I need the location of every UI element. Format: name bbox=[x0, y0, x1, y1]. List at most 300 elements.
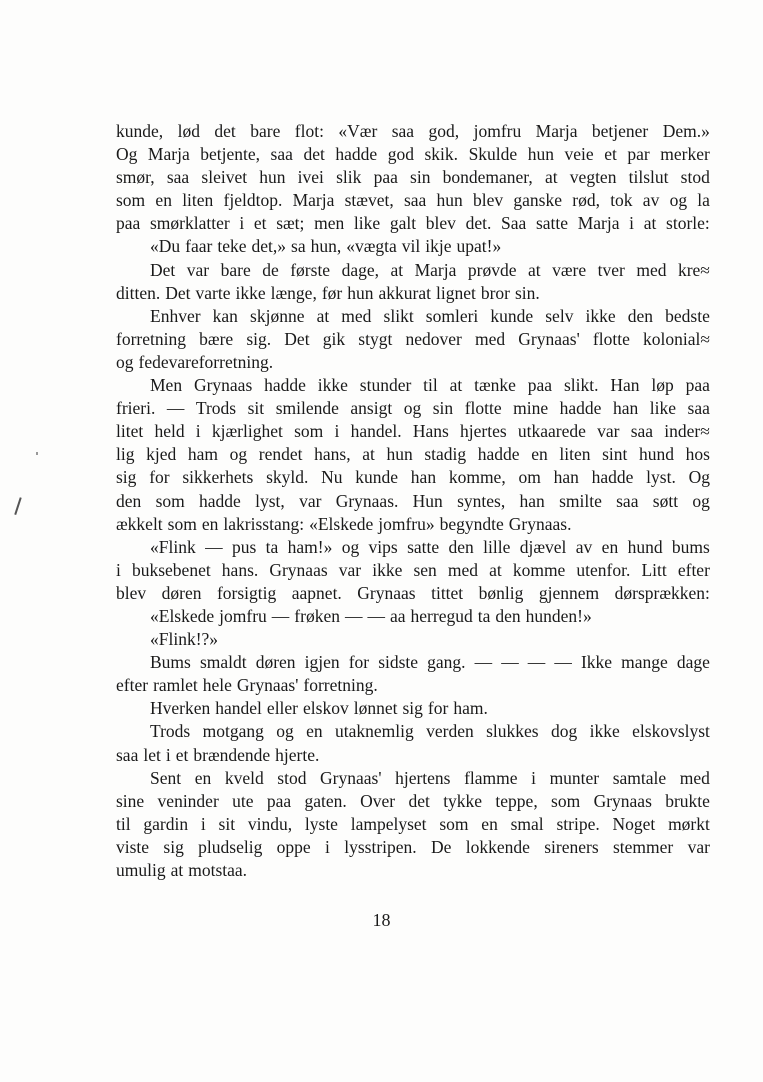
word: handel bbox=[215, 698, 262, 719]
word: til bbox=[423, 375, 438, 396]
word: — bbox=[527, 652, 546, 673]
text-line bbox=[116, 328, 710, 351]
word: lignet bbox=[435, 282, 476, 303]
word: Sent bbox=[150, 767, 182, 788]
word: forsigtig bbox=[216, 582, 277, 603]
word: saa bbox=[391, 121, 415, 141]
word: brukte bbox=[665, 790, 710, 811]
word: begyndte bbox=[439, 513, 504, 534]
word: Grynaas bbox=[193, 375, 253, 396]
word: elskovslyst bbox=[632, 721, 710, 742]
word: aapnet. bbox=[291, 582, 342, 603]
word: sa bbox=[291, 236, 306, 257]
word: bedste bbox=[665, 305, 710, 326]
word: og bbox=[403, 398, 422, 419]
word: paa bbox=[266, 790, 292, 811]
word: som bbox=[116, 190, 146, 211]
word: skjønne bbox=[250, 305, 305, 326]
word: længe, bbox=[270, 282, 317, 303]
page-number: 18 bbox=[372, 910, 391, 930]
word: han bbox=[519, 490, 545, 511]
word: rød, bbox=[572, 190, 600, 211]
word: rendet bbox=[258, 444, 303, 465]
word: Marja bbox=[292, 190, 335, 211]
word: veninder bbox=[157, 790, 219, 811]
word: hele bbox=[202, 675, 232, 696]
word: elskov bbox=[303, 698, 349, 719]
word: sig bbox=[116, 467, 137, 488]
word: lyst, bbox=[255, 490, 285, 511]
word: komme bbox=[512, 559, 566, 580]
text-line bbox=[116, 120, 710, 143]
word: paa bbox=[527, 375, 553, 396]
word: sin bbox=[432, 398, 454, 419]
word: like bbox=[649, 398, 677, 419]
word: utkaarede bbox=[517, 421, 586, 442]
word: ramlet bbox=[153, 675, 198, 696]
word: lyste bbox=[304, 813, 338, 834]
text-line bbox=[116, 351, 710, 374]
word: med bbox=[475, 328, 506, 349]
word: den bbox=[627, 305, 654, 326]
word: Marja bbox=[414, 259, 457, 280]
word: Ikke bbox=[580, 652, 613, 673]
word: dage, bbox=[341, 259, 379, 280]
word: flot: bbox=[294, 121, 324, 141]
word: sin. bbox=[514, 282, 540, 303]
word: ham bbox=[187, 444, 219, 465]
word: veie bbox=[564, 144, 594, 165]
word: skyld. bbox=[266, 467, 309, 488]
word: vil bbox=[401, 236, 421, 257]
text-line bbox=[116, 536, 710, 559]
word: storle: bbox=[666, 213, 710, 234]
word: sig bbox=[402, 698, 423, 719]
word: Han bbox=[610, 375, 640, 396]
word: Enhver bbox=[150, 305, 201, 326]
word: stævet, bbox=[344, 190, 394, 211]
word: smaldt bbox=[199, 652, 247, 673]
word: gjennem bbox=[538, 582, 600, 603]
word: en bbox=[194, 767, 212, 788]
word: et bbox=[253, 213, 267, 234]
word: for bbox=[149, 467, 170, 488]
word: smal bbox=[510, 813, 544, 834]
word: for bbox=[348, 652, 370, 673]
word: at bbox=[316, 305, 330, 326]
word: kveld bbox=[224, 767, 264, 788]
word: saa bbox=[687, 398, 710, 419]
word: hadde bbox=[477, 444, 520, 465]
word: mange bbox=[621, 652, 668, 673]
word: ganske bbox=[513, 190, 563, 211]
word: saa bbox=[166, 167, 190, 188]
word: hadde bbox=[335, 144, 378, 165]
word: varte bbox=[195, 282, 231, 303]
word: sine bbox=[116, 790, 145, 811]
word: lønnet bbox=[353, 698, 398, 719]
word: satte bbox=[535, 213, 569, 234]
word: Over bbox=[360, 790, 396, 811]
word: — bbox=[367, 605, 385, 626]
word: døren bbox=[255, 652, 296, 673]
word: ditten. bbox=[116, 282, 161, 303]
word: han bbox=[553, 467, 579, 488]
word: satte bbox=[407, 536, 440, 557]
word: hun bbox=[347, 282, 374, 303]
word: Grynaas bbox=[269, 559, 328, 580]
word: god bbox=[387, 144, 414, 165]
word: hun bbox=[527, 144, 554, 165]
word: gang. bbox=[427, 652, 466, 673]
word: Og bbox=[116, 144, 138, 165]
word: mørkt bbox=[668, 813, 710, 834]
word: blev bbox=[116, 582, 147, 603]
word: lakrisstang: bbox=[223, 513, 305, 534]
word: sen bbox=[413, 559, 437, 580]
word: om bbox=[518, 467, 541, 488]
word: en bbox=[155, 190, 172, 211]
word: Hun bbox=[412, 490, 443, 511]
word: aa bbox=[389, 605, 406, 626]
word: saa bbox=[116, 744, 139, 765]
word: hjertes bbox=[460, 421, 507, 442]
word: var bbox=[186, 259, 210, 280]
word: umulig bbox=[116, 860, 166, 880]
word: hans, bbox=[314, 444, 351, 465]
word: hun bbox=[259, 167, 286, 188]
word: smør, bbox=[116, 167, 155, 188]
word: kunde bbox=[490, 305, 534, 326]
word: de bbox=[262, 259, 279, 280]
word: lille bbox=[483, 536, 511, 557]
word: kunde bbox=[355, 467, 399, 488]
word: Det bbox=[150, 259, 176, 280]
word: hans. bbox=[221, 559, 259, 580]
text-line bbox=[116, 559, 710, 582]
word: lysstripen. bbox=[344, 836, 417, 857]
word: som bbox=[167, 513, 197, 534]
word: sæt; bbox=[276, 213, 305, 234]
word: stemmer bbox=[612, 836, 674, 857]
word: at bbox=[362, 444, 375, 465]
word: inder≈ bbox=[664, 421, 710, 442]
word: motstaa. bbox=[188, 860, 248, 880]
word: lig bbox=[116, 444, 135, 465]
text-line bbox=[116, 212, 710, 235]
word: «Elskede bbox=[309, 513, 374, 534]
word: Nu bbox=[321, 467, 343, 488]
text-line bbox=[116, 305, 710, 328]
word: forretning. bbox=[303, 675, 378, 696]
word: Noget bbox=[612, 813, 656, 834]
word: løp bbox=[651, 375, 674, 396]
word: selv bbox=[545, 305, 574, 326]
word: Og bbox=[688, 467, 710, 488]
word: oppe bbox=[276, 836, 311, 857]
word: Det bbox=[165, 282, 191, 303]
word: det bbox=[214, 121, 236, 141]
word: at bbox=[643, 213, 657, 234]
word: med bbox=[341, 305, 372, 326]
text-line bbox=[116, 790, 710, 813]
word: bror bbox=[480, 282, 510, 303]
word: og bbox=[669, 190, 688, 211]
word: i bbox=[200, 813, 206, 834]
word: vegten bbox=[569, 167, 617, 188]
word: var bbox=[299, 490, 322, 511]
word: til bbox=[116, 813, 131, 834]
word: Marja bbox=[147, 144, 190, 165]
word: døren bbox=[161, 582, 202, 603]
word: var bbox=[597, 421, 620, 442]
word: vindu, bbox=[247, 813, 293, 834]
word: tilslut bbox=[628, 167, 669, 188]
word: ham. bbox=[453, 698, 488, 719]
word: ivei bbox=[297, 167, 324, 188]
word: stunder bbox=[359, 375, 412, 396]
text-line bbox=[116, 651, 710, 674]
word: pus bbox=[231, 536, 257, 557]
text-line bbox=[116, 582, 710, 605]
word: nedover bbox=[405, 328, 462, 349]
word: dørsprækken: bbox=[614, 582, 710, 603]
word: ta bbox=[265, 536, 279, 557]
word: saa bbox=[630, 421, 654, 442]
word: liten bbox=[559, 444, 591, 465]
word: hun bbox=[386, 444, 413, 465]
word: verden bbox=[426, 721, 474, 742]
word: at bbox=[544, 167, 558, 188]
word: en bbox=[531, 444, 548, 465]
word: blev bbox=[425, 213, 456, 234]
word: i bbox=[195, 421, 201, 442]
word: at bbox=[489, 559, 502, 580]
word: somleri bbox=[425, 305, 479, 326]
word: ikke bbox=[589, 721, 620, 742]
word: hadde bbox=[264, 375, 306, 396]
word: smørklatter bbox=[149, 213, 230, 234]
word: søtt bbox=[652, 490, 679, 511]
text-line bbox=[116, 490, 710, 513]
word: frieri. bbox=[116, 398, 156, 419]
word: det. bbox=[465, 213, 492, 234]
word: komme, bbox=[448, 467, 506, 488]
word: for bbox=[427, 698, 449, 719]
text-line bbox=[116, 189, 710, 212]
word: tver bbox=[597, 259, 625, 280]
word: ikke bbox=[317, 375, 348, 396]
margin-pencil-mark bbox=[14, 497, 21, 515]
word: Grynaas' bbox=[518, 328, 580, 349]
word: kolonial≈ bbox=[643, 328, 710, 349]
word: sikkerhets bbox=[182, 467, 254, 488]
text-line bbox=[116, 513, 710, 536]
word: fjeldtop. bbox=[223, 190, 283, 211]
word: som bbox=[439, 813, 469, 834]
word: en bbox=[481, 813, 498, 834]
word: Bums bbox=[150, 652, 191, 673]
word: herregud bbox=[410, 605, 473, 626]
word: at bbox=[170, 860, 184, 880]
word: sidste bbox=[378, 652, 419, 673]
text-line bbox=[116, 697, 710, 720]
word: sit bbox=[218, 813, 236, 834]
word: mine bbox=[513, 398, 549, 419]
word: betjener bbox=[591, 121, 649, 141]
text-line bbox=[116, 374, 710, 397]
text-line bbox=[116, 282, 710, 305]
word: skik. bbox=[424, 144, 459, 165]
word: den bbox=[116, 490, 142, 511]
word: Trods bbox=[150, 721, 191, 742]
word: den bbox=[448, 536, 474, 557]
text-line bbox=[116, 420, 710, 443]
word: med bbox=[636, 259, 667, 280]
word: «vægta bbox=[346, 236, 397, 257]
word: ute bbox=[232, 790, 254, 811]
word: ta bbox=[477, 605, 491, 626]
word: gardin bbox=[143, 813, 189, 834]
word: hun, bbox=[310, 236, 342, 257]
word: jomfru bbox=[473, 121, 522, 141]
word: la bbox=[697, 190, 710, 211]
word: saa bbox=[616, 490, 639, 511]
word: — bbox=[205, 536, 223, 557]
word: smilte bbox=[559, 490, 602, 511]
word: men bbox=[314, 213, 345, 234]
word: stod bbox=[680, 167, 710, 188]
margin-speck bbox=[36, 452, 38, 455]
word: den bbox=[495, 605, 521, 626]
body-text bbox=[116, 120, 710, 882]
word: Saa bbox=[501, 213, 527, 234]
word: fedevareforretning. bbox=[138, 351, 274, 372]
word: akkurat bbox=[378, 282, 431, 303]
word: Grynaas' bbox=[236, 675, 299, 696]
word: dog bbox=[550, 721, 578, 742]
word: flamme bbox=[464, 767, 518, 788]
word: like bbox=[353, 213, 381, 234]
word: med bbox=[679, 767, 710, 788]
word: sig bbox=[163, 836, 184, 857]
word: pludselig bbox=[198, 836, 263, 857]
word: Skulde bbox=[468, 144, 518, 165]
word: «Elskede bbox=[150, 605, 215, 626]
word: tittet bbox=[431, 582, 464, 603]
word: Det bbox=[284, 328, 310, 349]
word: hadde bbox=[559, 398, 602, 419]
word: liten bbox=[182, 190, 214, 211]
word: flotte bbox=[464, 398, 502, 419]
word: hund bbox=[627, 536, 663, 557]
word: et bbox=[604, 144, 617, 165]
word: av bbox=[575, 536, 593, 557]
word: var bbox=[687, 836, 710, 857]
word: — bbox=[344, 605, 363, 626]
word: — bbox=[501, 652, 519, 673]
word: kjed bbox=[146, 444, 177, 465]
word: bare bbox=[220, 259, 251, 280]
word: Grynaas. bbox=[335, 490, 399, 511]
word: i bbox=[334, 421, 340, 442]
word: teppe, bbox=[495, 790, 538, 811]
word: — bbox=[166, 398, 185, 419]
word: par bbox=[627, 144, 650, 165]
word: tænke bbox=[474, 375, 516, 396]
word: efter bbox=[116, 675, 149, 696]
word: buksebenet bbox=[131, 559, 211, 580]
word: dage bbox=[676, 652, 710, 673]
word: bare bbox=[250, 121, 281, 141]
word: eller bbox=[266, 698, 299, 719]
word: hun bbox=[436, 190, 463, 211]
word: sint bbox=[602, 444, 628, 465]
word: at bbox=[390, 259, 404, 280]
word: Hans bbox=[412, 421, 449, 442]
word: og bbox=[692, 490, 710, 511]
word: god, bbox=[428, 121, 460, 141]
word: paa bbox=[373, 167, 398, 188]
word: lokkende bbox=[465, 836, 530, 857]
word: syntes, bbox=[457, 490, 506, 511]
word: som bbox=[294, 421, 324, 442]
word: — bbox=[474, 652, 493, 673]
text-line bbox=[116, 397, 710, 420]
word: før bbox=[321, 282, 343, 303]
word: ham!» bbox=[287, 536, 333, 557]
word: utaknemlig bbox=[335, 721, 414, 742]
text-line bbox=[116, 166, 710, 189]
word: kre≈ bbox=[677, 259, 710, 280]
word: i bbox=[239, 213, 245, 234]
word: og bbox=[116, 351, 134, 372]
word: faar bbox=[185, 236, 213, 257]
word: i bbox=[531, 767, 536, 788]
word: en bbox=[601, 536, 619, 557]
word: slik bbox=[336, 167, 362, 188]
text-line bbox=[116, 605, 710, 628]
word: ikje bbox=[425, 236, 452, 257]
word: saa bbox=[403, 190, 427, 211]
word: stod bbox=[277, 767, 307, 788]
word: paa bbox=[685, 375, 710, 396]
text-line bbox=[116, 836, 710, 859]
word: det bbox=[303, 144, 325, 165]
word: Dem.» bbox=[662, 121, 710, 141]
word: sin bbox=[410, 167, 431, 188]
word: med bbox=[447, 559, 478, 580]
word: Marja bbox=[577, 213, 620, 234]
word: sit bbox=[247, 398, 265, 419]
word: utenfor. bbox=[576, 559, 631, 580]
word: i bbox=[629, 213, 635, 234]
word: viste bbox=[116, 836, 150, 857]
text-line bbox=[116, 443, 710, 466]
word: teke bbox=[217, 236, 247, 257]
word: i bbox=[325, 836, 330, 857]
word: «Flink bbox=[150, 536, 196, 557]
word: stadig bbox=[424, 444, 467, 465]
word: første bbox=[290, 259, 331, 280]
word: at bbox=[449, 375, 463, 396]
word: Trods bbox=[195, 398, 237, 419]
word: ikke bbox=[372, 559, 403, 580]
word: lyst. bbox=[646, 467, 676, 488]
text-line bbox=[116, 813, 710, 836]
text-line bbox=[116, 720, 710, 743]
word: samtale bbox=[612, 767, 667, 788]
